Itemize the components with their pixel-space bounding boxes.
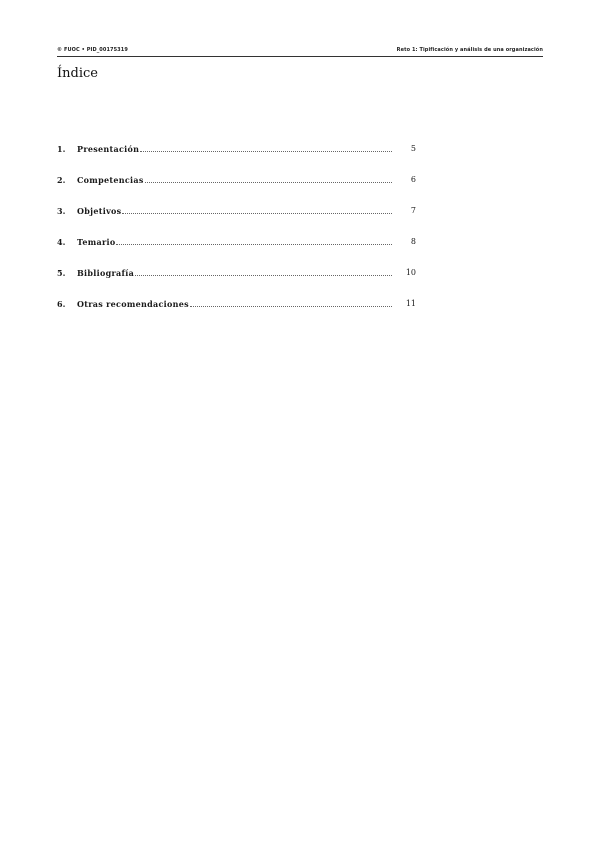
toc-entry-label[interactable]: Otras recomendaciones [77, 299, 189, 309]
toc-entry-number: 5. [57, 268, 66, 278]
toc-entry-number: 1. [57, 144, 66, 154]
toc-entry-competencias[interactable] [57, 175, 416, 206]
toc-entry-objetivos[interactable] [57, 206, 416, 237]
toc-entry-page: 7 [410, 206, 416, 215]
toc-dot-leader [135, 268, 392, 276]
toc-entry-label[interactable]: Objetivos [77, 206, 122, 216]
toc-entry-bibliografia[interactable] [57, 268, 416, 299]
toc-entry-temario[interactable] [57, 237, 416, 268]
toc-entry-otras-recomendaciones[interactable] [57, 299, 416, 330]
toc-entry-page: 8 [410, 237, 416, 246]
toc-entry-label[interactable]: Bibliografía [77, 268, 135, 278]
toc-entry-number: 2. [57, 175, 66, 185]
toc-entry-page: 5 [410, 144, 416, 153]
page-header [57, 47, 543, 57]
toc-entry-presentacion[interactable] [57, 144, 416, 175]
page-title: Índice [57, 66, 98, 81]
toc-dot-leader [140, 144, 392, 152]
toc-dot-leader [145, 175, 392, 183]
toc-entry-label[interactable]: Presentación [77, 144, 140, 154]
header-section-title: Reto 1: Tipificación y análisis de una organización [396, 47, 543, 53]
toc-entry-number: 6. [57, 299, 66, 309]
toc-entry-label[interactable]: Competencias [77, 175, 144, 185]
toc-entry-page: 11 [405, 299, 416, 308]
toc-dot-leader [122, 206, 392, 214]
toc-entry-number: 4. [57, 237, 66, 247]
toc-entry-page: 10 [405, 268, 416, 277]
toc-entry-page: 6 [410, 175, 416, 184]
toc-dot-leader [190, 299, 392, 307]
toc-entry-number: 3. [57, 206, 66, 216]
header-copyright: © FUOC • PID_00175319 [57, 47, 128, 53]
table-of-contents [57, 144, 416, 330]
toc-dot-leader [116, 237, 392, 245]
toc-entry-label[interactable]: Temario [77, 237, 116, 247]
